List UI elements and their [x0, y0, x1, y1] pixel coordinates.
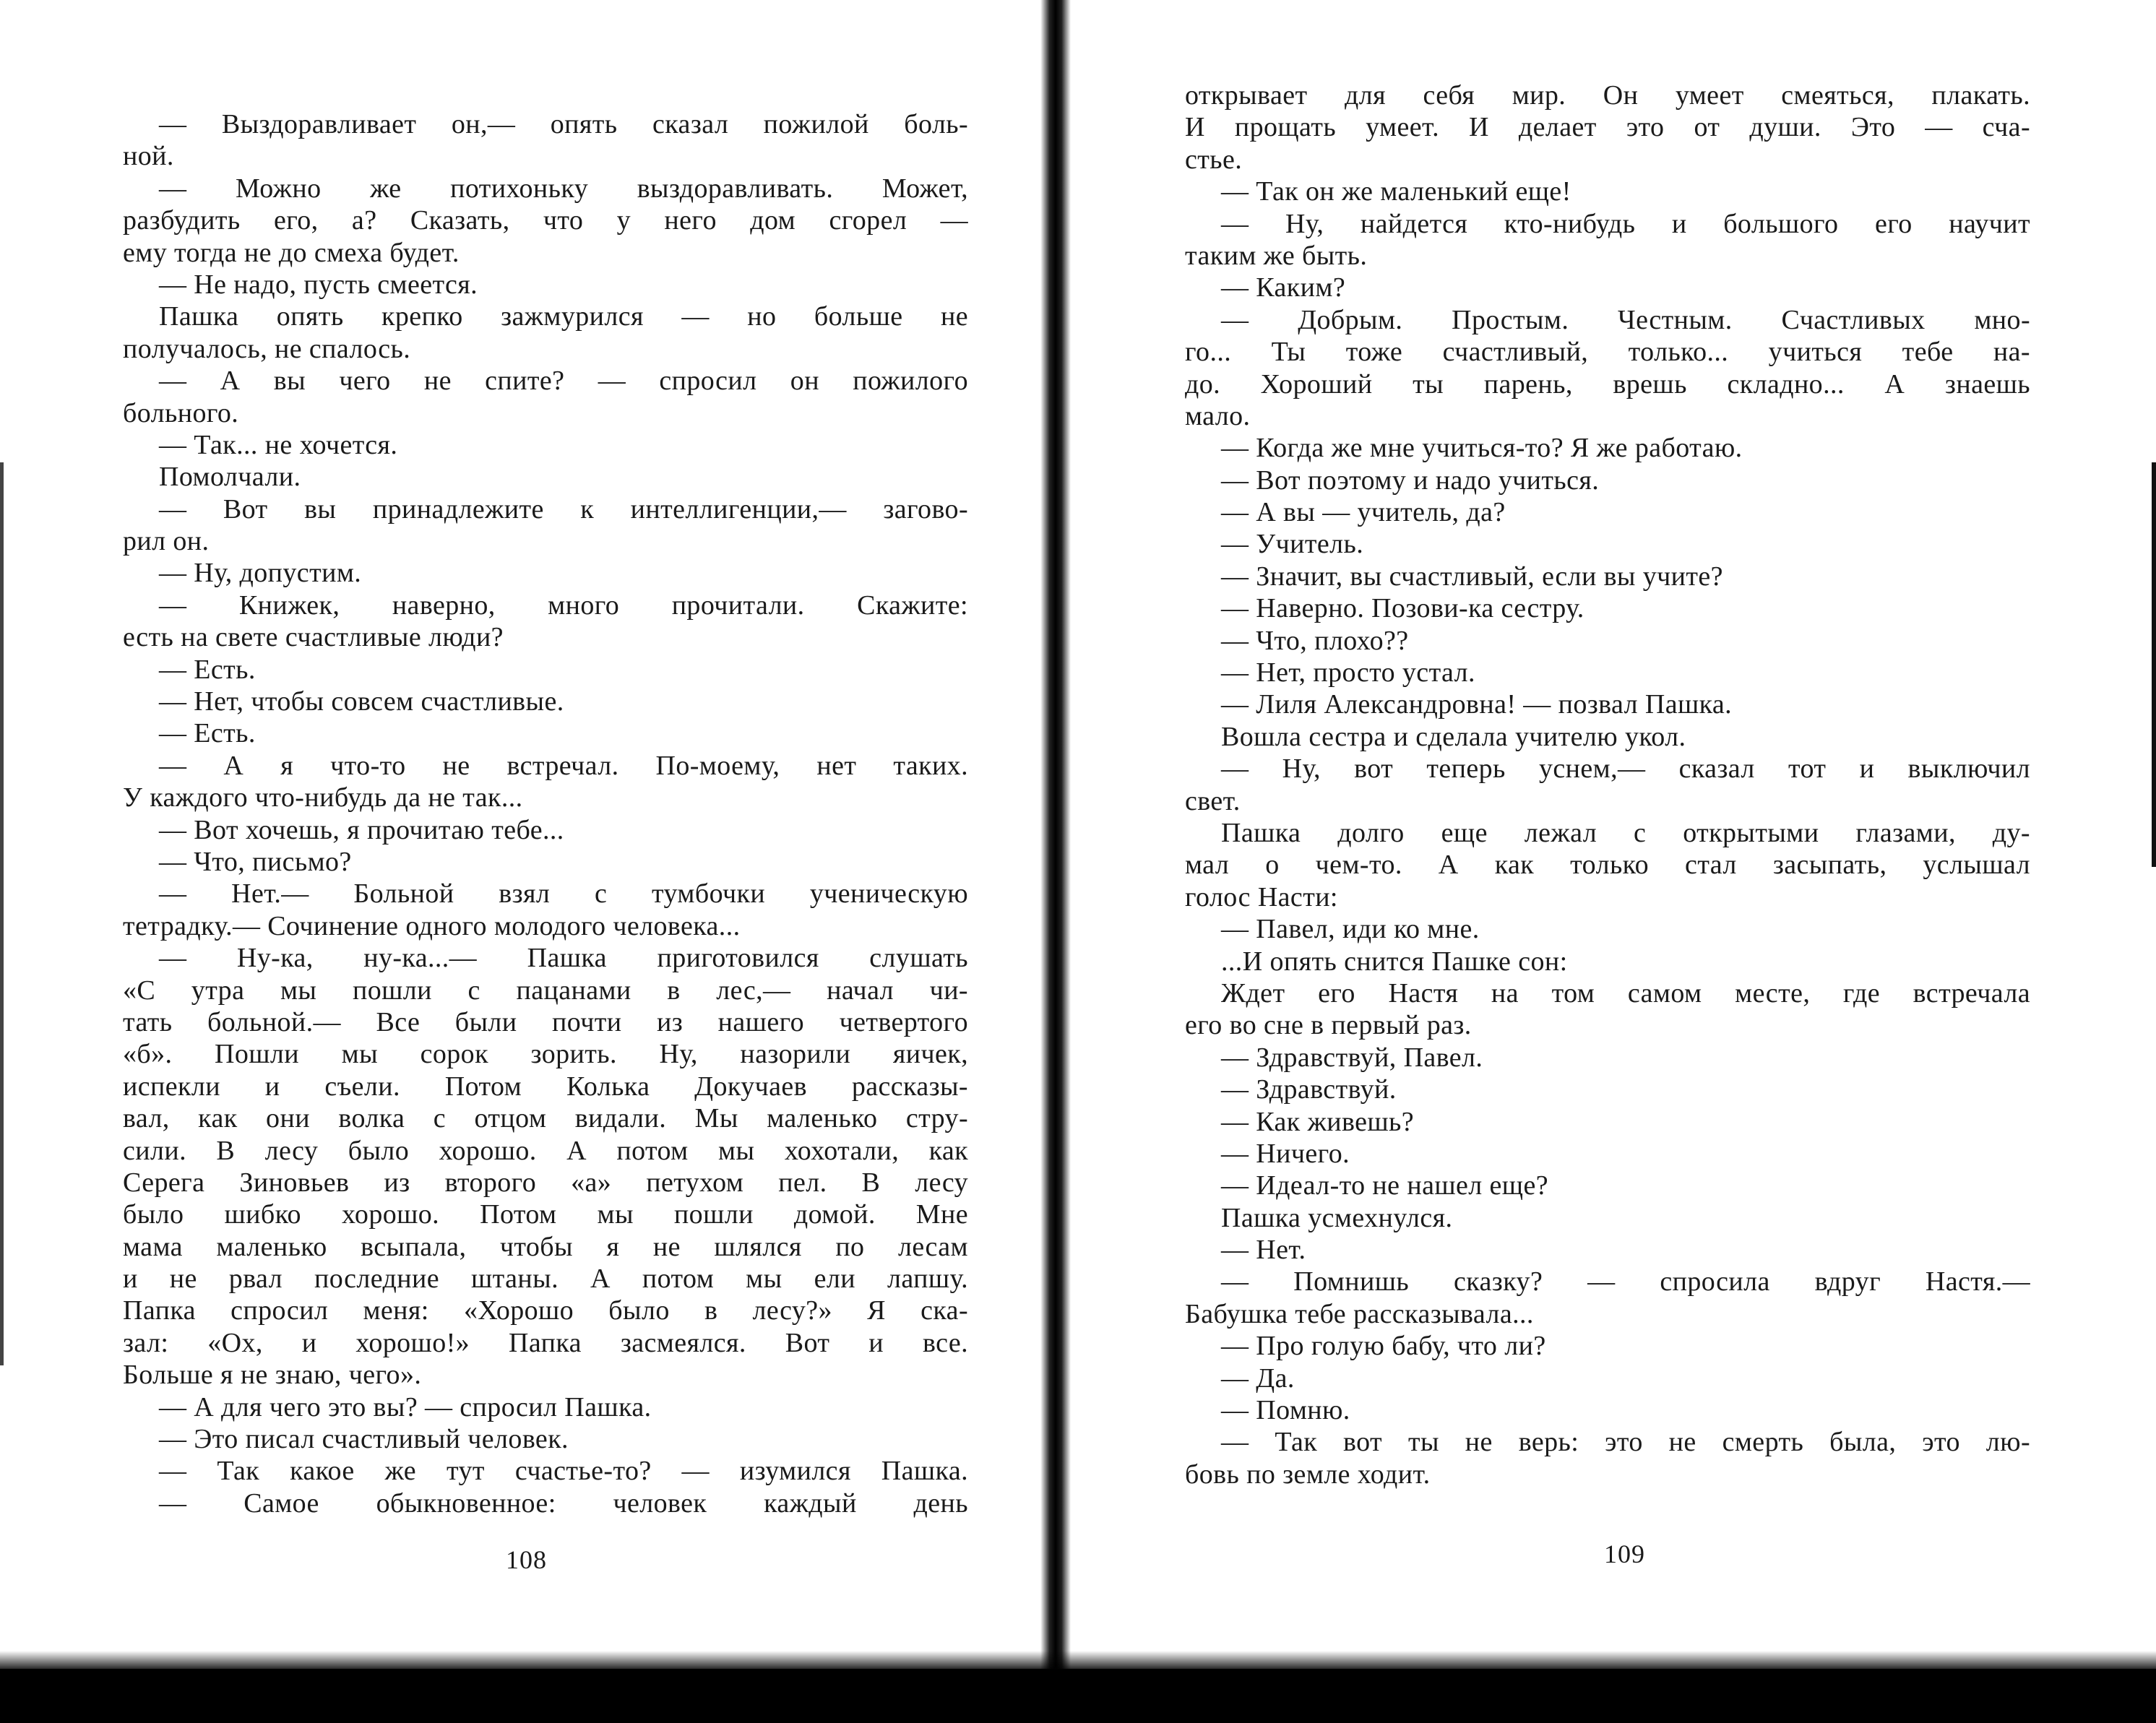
text-line: — Вот хочешь, я прочитаю тебе...	[159, 814, 564, 845]
text-line: мало.	[1185, 400, 1251, 431]
text-line: разбудить его, а? Сказать, что у него дом сгорел —	[123, 205, 968, 236]
text-line: мама маленько всыпала, чтобы я не шлялся по лесам	[123, 1231, 968, 1262]
text-line: — Помнишь сказку? — спросила вдруг Настя.—	[1221, 1266, 2030, 1297]
text-line: и не рвал последние штаны. А потом мы ели лапшу.	[123, 1264, 968, 1295]
text-line: получалось, не спалось.	[123, 333, 411, 364]
text-line: — Что, письмо?	[159, 846, 352, 877]
text-line: — Есть.	[159, 718, 256, 749]
text-line: — Так какое же тут счастье-то? — изумился Пашка.	[159, 1456, 968, 1487]
text-line: — Когда же мне учиться-то? Я же работаю.	[1221, 433, 1743, 464]
text-line: открывает для себя мир. Он умеет смеяться, плакать.	[1185, 80, 2030, 111]
text-line: — Здравствуй.	[1221, 1074, 1397, 1105]
text-line: Бабушка тебе рассказывала...	[1185, 1298, 1534, 1329]
text-line: — Ну, вот теперь уснем,— сказал тот и выключил	[1221, 753, 2030, 785]
text-line: тетрадку.— Сочинение одного молодого человека...	[123, 910, 741, 941]
text-line: — Нет, чтобы совсем счастливые.	[159, 686, 564, 717]
text-line: — Помню.	[1221, 1395, 1350, 1426]
text-line: — Нет.— Больной взял с тумбочки ученическую	[159, 878, 968, 910]
text-line: — Самое обыкновенное: человек каждый день	[159, 1487, 968, 1519]
text-line: — Нет, просто устал.	[1221, 657, 1475, 688]
text-line: ему тогда не до смеха будет.	[123, 237, 460, 268]
left-page-text	[123, 108, 968, 1519]
text-line: «С утра мы пошли с пацанами в лес,— начал чи-	[123, 975, 968, 1006]
text-line: — Вот вы принадлежите к интеллигенции,— загово-	[159, 493, 968, 524]
text-line: бовь по земле ходит.	[1185, 1459, 1431, 1490]
text-line: — Идеал-то не нашел еще?	[1221, 1170, 1548, 1201]
text-line: У каждого что-нибудь да не так...	[123, 782, 523, 813]
text-line: вал, как они волка с отцом видали. Мы маленько стру-	[123, 1103, 968, 1134]
text-line: — Выздоравливает он,— опять сказал пожилой боль-	[159, 109, 968, 139]
text-line: Пашка опять крепко зажмурился — но больше не	[159, 301, 968, 332]
text-line: рил он.	[123, 526, 210, 557]
text-line: — Вот поэтому и надо учиться.	[1221, 465, 1600, 496]
right-page-text	[1185, 79, 2030, 1490]
right-page	[1098, 0, 2156, 1723]
left-page	[0, 0, 1062, 1723]
text-line: Больше я не знаю, чего».	[123, 1360, 422, 1391]
text-line: сили. В лесу было хорошо. А потом мы хохотали, как	[123, 1135, 968, 1166]
text-line: — Наверно. Позови-ка сестру.	[1221, 593, 1584, 624]
text-line: свет.	[1185, 785, 1241, 816]
text-line: И прощать умеет. И делает это от души. Это — сча-	[1185, 112, 2030, 143]
text-line: его во сне в первый раз.	[1185, 1010, 1472, 1041]
text-line: — Есть.	[159, 654, 256, 685]
text-line: — Нет.	[1221, 1235, 1306, 1266]
text-line: было шибко хорошо. Потом мы пошли домой. Мне	[123, 1199, 968, 1230]
text-line: «б». Пошли мы сорок зорить. Ну, назорили яичек,	[123, 1039, 968, 1070]
text-line: — Так вот ты не верь: это не смерть была, это лю-	[1221, 1427, 2030, 1458]
text-line: — Не надо, пусть смеется.	[159, 269, 478, 300]
text-line: — Значит, вы счастливый, если вы учите?	[1221, 561, 1723, 592]
text-line: больного.	[123, 397, 239, 428]
text-line: го... Ты тоже счастливый, только... учиться тебе на-	[1185, 337, 2030, 368]
text-line: — Как живешь?	[1221, 1106, 1415, 1137]
text-line: — А я что-то не встречал. По-моему, нет таких.	[159, 750, 968, 781]
text-line: — А для чего это вы? — спросил Пашка.	[159, 1391, 652, 1422]
text-line: — Лиля Александровна! — позвал Пашка.	[1221, 689, 1733, 720]
text-line: зал: «Ох, и хорошо!» Папка засмеялся. Вот и все.	[123, 1327, 968, 1358]
left-page-number: 108	[506, 1545, 547, 1574]
text-line: до. Хороший ты парень, врешь складно... А знаешь	[1185, 368, 2030, 400]
text-line: Помолчали.	[159, 462, 301, 493]
text-line: — Ничего.	[1221, 1138, 1350, 1169]
text-line: — А вы чего не спите? — спросил он пожилого	[159, 366, 968, 397]
text-line: голос Насти:	[1185, 881, 1338, 912]
text-line: — Ну, допустим.	[159, 558, 362, 589]
text-line: ной.	[123, 141, 174, 172]
text-line: — Про голую бабу, что ли?	[1221, 1331, 1546, 1362]
text-line: испекли и съели. Потом Колька Докучаев рассказы-	[123, 1071, 968, 1102]
text-line: Пашка долго еще лежал с открытыми глазами, ду-	[1221, 817, 2030, 848]
bottom-scan-border	[0, 1669, 2156, 1723]
text-line: тать больной.— Все были почти из нашего четвертого	[123, 1006, 968, 1037]
text-line: — Ну-ка, ну-ка...— Пашка приготовился слушать	[159, 943, 968, 974]
text-line: есть на свете счастливые люди?	[123, 622, 504, 653]
text-line: — Так... не хочется.	[159, 429, 398, 460]
text-line: — Добрым. Простым. Честным. Счастливых мно-	[1221, 304, 2030, 335]
text-line: — Это писал счастливый человек.	[159, 1424, 569, 1455]
text-line: — Что, плохо??	[1221, 625, 1409, 656]
left-scan-edge	[0, 462, 4, 1365]
text-line: — Ну, найдется кто-нибудь и большого его научит	[1221, 208, 2030, 239]
text-line: Пашка усмехнулся.	[1221, 1202, 1453, 1233]
text-line: — Так он же маленький еще!	[1221, 176, 1571, 207]
book-gutter-shadow	[1040, 0, 1071, 1723]
right-scan-edge	[2152, 462, 2156, 867]
text-line: — Да.	[1221, 1363, 1295, 1394]
text-line: — Книжек, наверно, много прочитали. Скажите:	[159, 590, 968, 621]
right-page-number: 109	[1604, 1540, 1645, 1568]
text-line: Ждет его Настя на том самом месте, где встречала	[1221, 977, 2030, 1009]
text-line: — А вы — учитель, да?	[1221, 497, 1506, 528]
text-line: — Здравствуй, Павел.	[1221, 1042, 1483, 1073]
text-line: Папка спросил меня: «Хорошо было в лесу?» Я ска-	[123, 1295, 968, 1326]
text-line: мал о чем-то. А как только стал засыпать, услышал	[1185, 850, 2030, 881]
text-line: Серега Зиновьев из второго «а» петухом пел. В лесу	[123, 1167, 968, 1198]
text-line: Вошла сестра и сделала учителю укол.	[1221, 721, 1686, 752]
text-line: стье.	[1185, 144, 1243, 175]
text-line: таким же быть.	[1185, 240, 1368, 271]
text-line: — Павел, иди ко мне.	[1221, 914, 1480, 945]
text-line: ...И опять снится Пашке сон:	[1221, 946, 1568, 977]
text-line: — Каким?	[1221, 272, 1346, 303]
text-line: — Учитель.	[1221, 529, 1364, 560]
text-line: — Можно же потихоньку выздоравливать. Может,	[159, 173, 968, 204]
